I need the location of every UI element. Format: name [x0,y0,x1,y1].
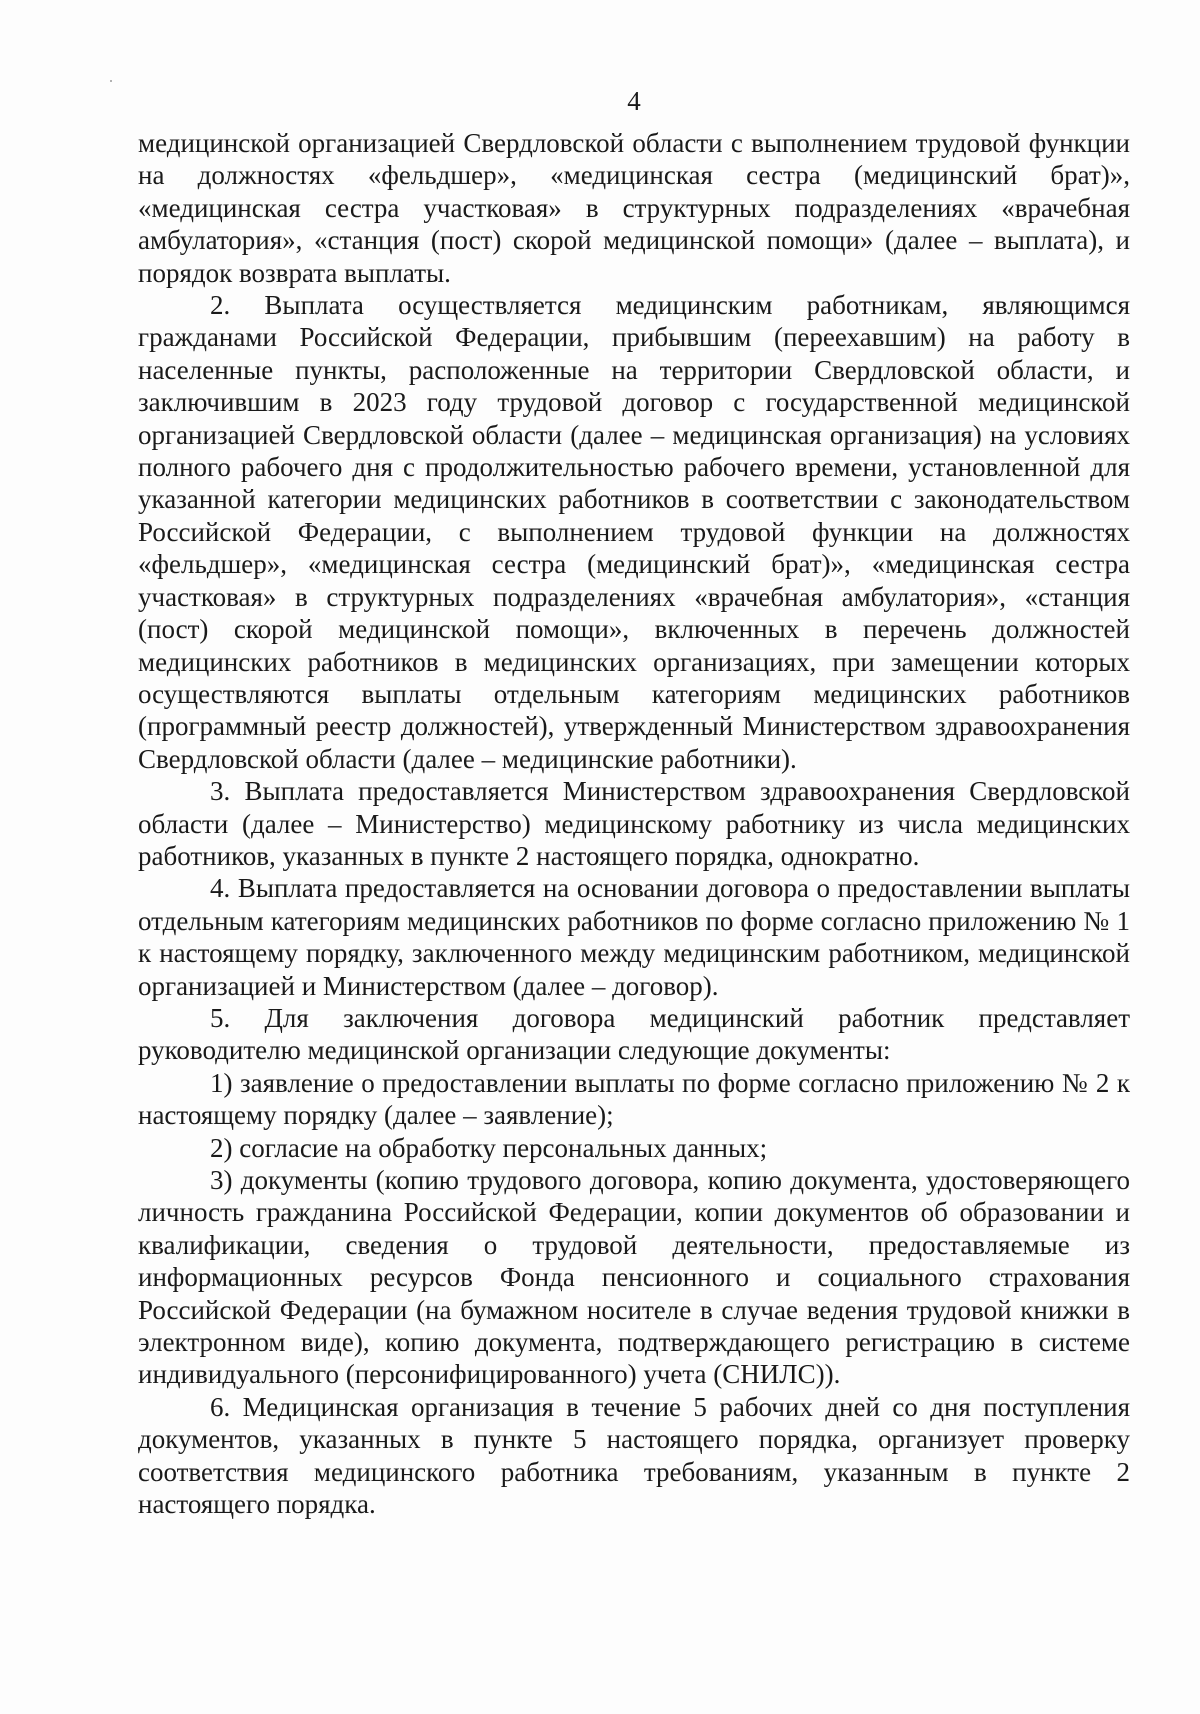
paragraph-clause-3: 3. Выплата предоставляется Министерством здравоохранения Свердловской области (далее – Министерство) медицинскому работнику из числа медицинских работников, указанных в пункте 2 настоящего порядка, однократно. [138,776,1130,871]
paragraph-clause-6: 6. Медицинская организация в течение 5 рабочих дней со дня поступления документов, указанных в пункте 5 настоящего порядка, организует проверку соответствия медицинского работника требованиям, указанным в пункте 2 настоящего порядка. [138,1391,1130,1520]
paragraph-clause-5: 5. Для заключения договора медицинский работник представляет руководителю медицинской организации следующие документы: [138,1002,1130,1066]
paragraph-subitem-2: 2) согласие на обработку персональных данных; [210,1132,768,1163]
page-number: 4 [627,86,641,116]
scan-speck [110,80,112,82]
paragraph-subitem-3: 3) документы (копию трудового договора, копию документа, удостоверяющего личность гражданина Российской Федерации, копии документов об образовании и квалификации, сведения о трудовой деятельности, предоставляемые из информационных ресурсов Фонда пенсионного и социального страхования Российской Федерации (на бумажном носителе в случае ведения трудовой книжки в электронном виде), копию документа, подтверждающего регистрацию в системе индивидуального (персонифицированного) учета (СНИЛС)). [138,1165,1130,1390]
paragraph-subitem-1: 1) заявление о предоставлении выплаты по форме согласно приложению № 2 к настоящему порядку (далее – заявление); [138,1067,1130,1131]
paragraph-1-continuation: медицинской организацией Свердловской области с выполнением трудовой функции на должностях «фельдшер», «медицинская сестра (медицинский брат)», «медицинская сестра участковая» в структурных подразделениях «врачебная амбулатория», «станция (пост) скорой медицинской помощи» (далее – выплата), и порядок возврата выплаты. [138,128,1130,288]
paragraph-clause-2: 2. Выплата осуществляется медицинским работникам, являющимся гражданами Российской Федерации, прибывшим (переехавшим) на работу в населенные пункты, расположенные на территории Свердловской области, и заключившим в 2023 году трудовой договор с государственной медицинской организацией Свердловской области (далее – медицинская организация) на условиях полного рабочего дня с продолжительностью рабочего времени, установленной для указанной категории медицинских работников в соответствии с законодательством Российской Федерации, с выполнением трудовой функции на должностях «фельдшер», «медицинская сестра (медицинский брат)», «медицинская сестра участковая» в структурных подразделениях «врачебная амбулатория», «станция (пост) скорой медицинской помощи», включенных в перечень должностей медицинских работников в медицинских организациях, при замещении которых осуществляются выплаты отдельным категориям медицинских работников (программный реестр должностей), утвержденный Министерством здравоохранения Свердловской области (далее – медицинские работники). [138,290,1130,774]
paragraph-clause-4: 4. Выплата предоставляется на основании договора о предоставлении выплаты отдельным категориям медицинских работников по форме согласно приложению № 1 к настоящему порядку, заключенного между медицинским работником, медицинской организацией и Министерством (далее – договор). [138,873,1130,1001]
document-body [138,127,1130,1520]
